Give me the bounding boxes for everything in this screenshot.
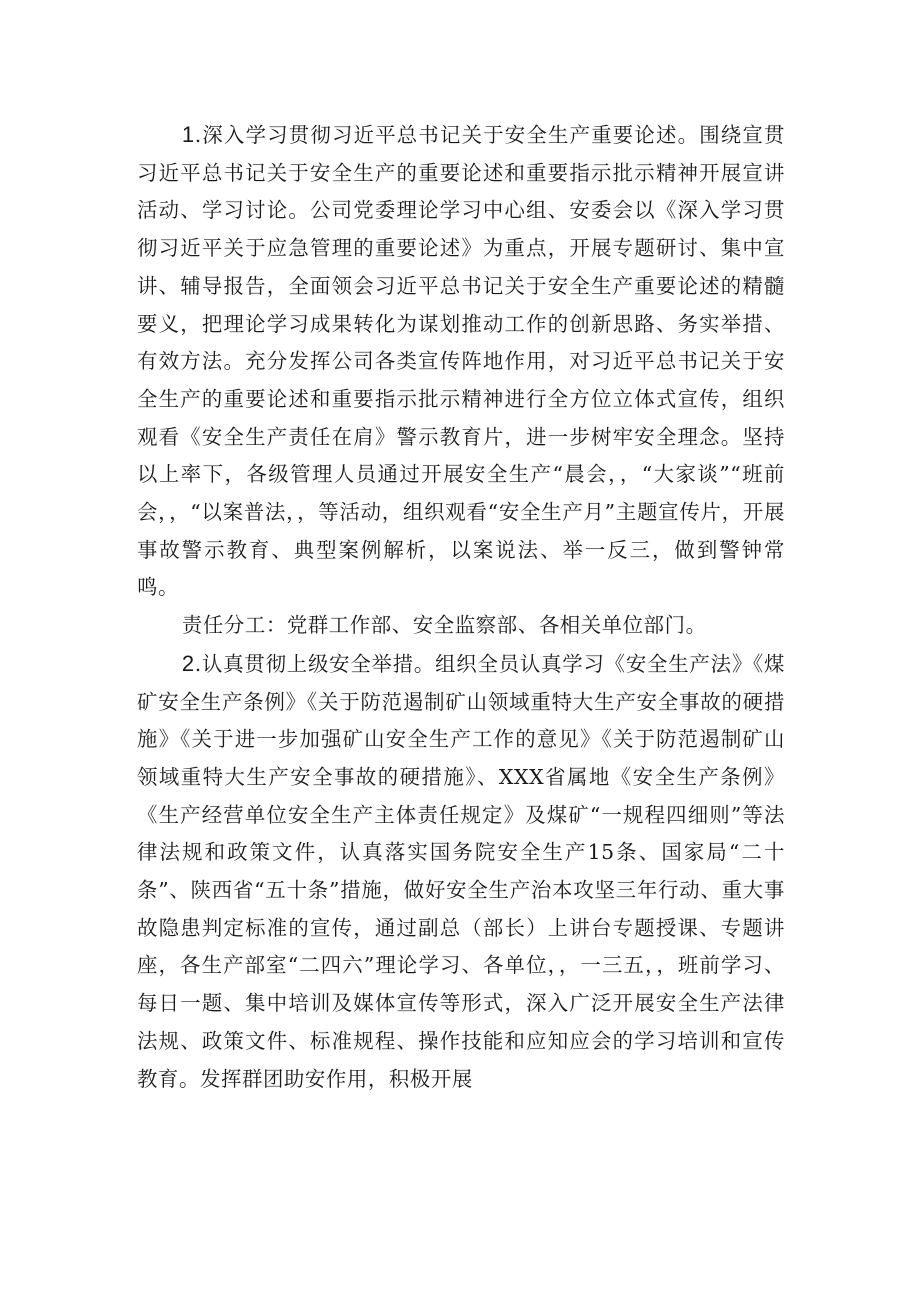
- paragraph-1-text: .深入学习贯彻习近平总书记关于安全生产重要论述。围绕宣贯习近平总书记关于安全生产的重要论述和重要指示批示精神开展宣讲活动、学习讨论。公司党委理论学习中心组、安委会以《深入学习贯彻习近平关于应急管理的重要论述》为重点，开展专题研讨、集中宣讲、辅导报告，全面领会习近平总书记关于安全生产重要论述的精髓要义，把理论学习成果转化为谋划推动工作的创新思路、务实举措、有效方法。充分发挥公司各类宣传阵地作用，对习近平总书记关于安全生产的重要论述和重要指示批示精神进行全方位立体式宣传，组织观看《安全生产责任在肩》警示教育片，进一步树牢安全理念。坚持以上率下，各级管理人员通过开展安全生产“晨会，，“大家谈”“班前会，，“以案普法，，等活动，组织观看“安全生产月”主题宣传片，开展事故警示教育、典型案例解析，以案说法、举一反三，做到警钟常鸣。: [137, 123, 785, 600]
- responsibility-line: [137, 607, 785, 645]
- document-body: [137, 116, 785, 1098]
- responsibility-text: 责任分工：党群工作部、安全监察部、各相关单位部门。: [181, 613, 707, 638]
- paragraph-1-number: 1: [181, 122, 195, 147]
- paragraph-2: [137, 645, 785, 1098]
- paragraph-1: [137, 116, 785, 607]
- paragraph-2-text: .认真贯彻上级安全举措。组织全员认真学习《安全生产法》《煤矿安全生产条例》《关于防范遏制矿山领域重特大生产安全事故的硬措施》《关于进一步加强矿山安全生产工作的意见》《关于防范遏制矿山领域重特大生产安全事故的硬措施》、XXX省属地《安全生产条例》《生产经营单位安全生产主体责任规定》及煤矿“一规程四细则”等法律法规和政策文件，认真落实国务院安全生产15条、国家局“二十条”、陕西省“五十条”措施，做好安全生产治本攻坚三年行动、重大事故隐患判定标准的宣传，通过副总（部长）上讲台专题授课、专题讲座，各生产部室“二四六”理论学习、各单位，，一三五，，班前学习、每日一题、集中培训及媒体宣传等形式，深入广泛开展安全生产法律法规、政策文件、标准规程、操作技能和应知应会的学习培训和宣传教育。发挥群团助安作用，积极开展: [137, 651, 785, 1091]
- paragraph-2-number: 2: [181, 650, 195, 676]
